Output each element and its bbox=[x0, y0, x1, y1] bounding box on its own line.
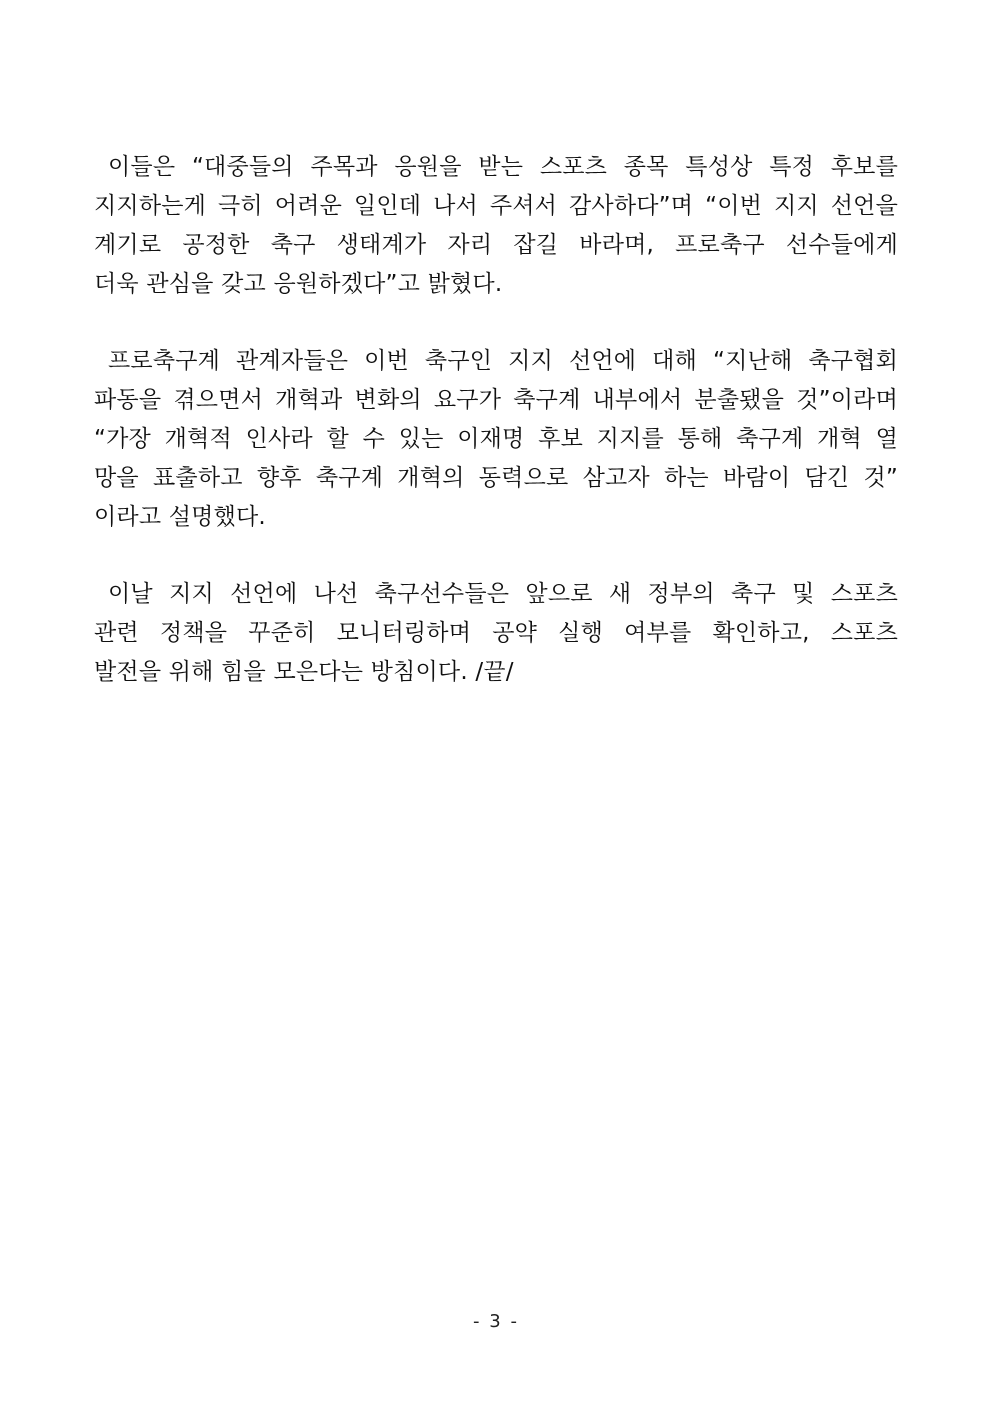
paragraph-line: 관련 정책을 꾸준히 모니터링하며 공약 실행 여부를 확인하고, 스포츠 bbox=[94, 620, 898, 646]
body-text bbox=[94, 148, 898, 730]
paragraph-line: 이들은 “대중들의 주목과 응원을 받는 스포츠 종목 특성상 특정 후보를 bbox=[108, 154, 898, 180]
paragraph-3 bbox=[94, 575, 898, 692]
paragraph-line: 이라고 설명했다. bbox=[94, 504, 266, 530]
paragraph-line: 이날 지지 선언에 나선 축구선수들은 앞으로 새 정부의 축구 및 스포츠 bbox=[108, 581, 898, 607]
paragraph-line: 발전을 위해 힘을 모은다는 방침이다. /끝/ bbox=[94, 659, 514, 685]
paragraph-line: 계기로 공정한 축구 생태계가 자리 잡길 바라며, 프로축구 선수들에게 bbox=[94, 232, 898, 258]
paragraph-line: 더욱 관심을 갖고 응원하겠다”고 밝혔다. bbox=[94, 271, 503, 297]
paragraph-line: 망을 표출하고 향후 축구계 개혁의 동력으로 삼고자 하는 바람이 담긴 것” bbox=[94, 465, 898, 491]
paragraph-line: 프로축구계 관계자들은 이번 축구인 지지 선언에 대해 “지난해 축구협회 bbox=[108, 348, 898, 374]
paragraph-line: 지지하는게 극히 어려운 일인데 나서 주셔서 감사하다”며 “이번 지지 선언을 bbox=[94, 193, 898, 219]
paragraph-1 bbox=[94, 148, 898, 304]
page-number: - 3 - bbox=[473, 1311, 519, 1332]
paragraph-2 bbox=[94, 342, 898, 537]
paragraph-line: “가장 개혁적 인사라 할 수 있는 이재명 후보 지지를 통해 축구계 개혁 열 bbox=[94, 426, 898, 452]
paragraph-line: 파동을 겪으면서 개혁과 변화의 요구가 축구계 내부에서 분출됐을 것”이라며 bbox=[94, 387, 898, 413]
